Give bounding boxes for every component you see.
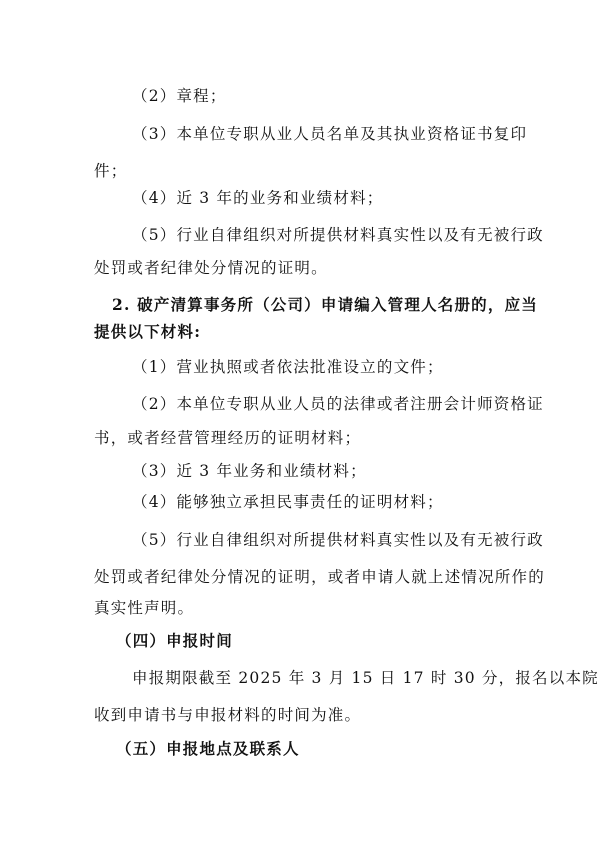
doc-line-6: 处罚或者纪律处分情况的证明。 [94, 259, 328, 277]
doc-line-19: 收到申请书与申报材料的时间为准。 [94, 706, 362, 724]
doc-line-15: 处罚或者纪律处分情况的证明，或者申请人就上述情况所作的 [94, 568, 545, 586]
doc-line-13: （4）能够独立承担民事责任的证明材料； [132, 493, 444, 511]
doc-line-1: （2）章程； [132, 87, 227, 105]
doc-line-5: （5）行业自律组织对所提供材料真实性以及有无被行政 [132, 226, 544, 244]
doc-line-8-heading: 提供以下材料: [94, 322, 202, 341]
doc-line-2: （3）本单位专职从业人员名单及其执业资格证书复印 [132, 125, 528, 143]
doc-line-3: 件； [94, 162, 128, 180]
doc-line-11: 书，或者经营管理经历的证明材料； [94, 429, 362, 447]
doc-line-12: （3）近 3 年业务和业绩材料； [132, 462, 367, 480]
doc-line-16: 真实性声明。 [94, 599, 195, 617]
doc-line-7-heading: 2. 破产清算事务所（公司）申请编入管理人名册的，应当 [112, 295, 538, 314]
section-heading-4: （四）申报时间 [116, 631, 233, 650]
doc-line-14: （5）行业自律组织对所提供材料真实性以及有无被行政 [132, 531, 544, 549]
doc-line-4: （4）近 3 年的业务和业绩材料； [132, 189, 384, 207]
section-heading-5: （五）申报地点及联系人 [116, 739, 300, 758]
doc-line-18: 申报期限截至 2025 年 3 月 15 日 17 时 30 分，报名以本院 [132, 669, 599, 687]
doc-line-9: （1）营业执照或者依法批准设立的文件； [132, 358, 444, 376]
doc-line-10: （2）本单位专职从业人员的法律或者注册会计师资格证 [132, 395, 544, 413]
